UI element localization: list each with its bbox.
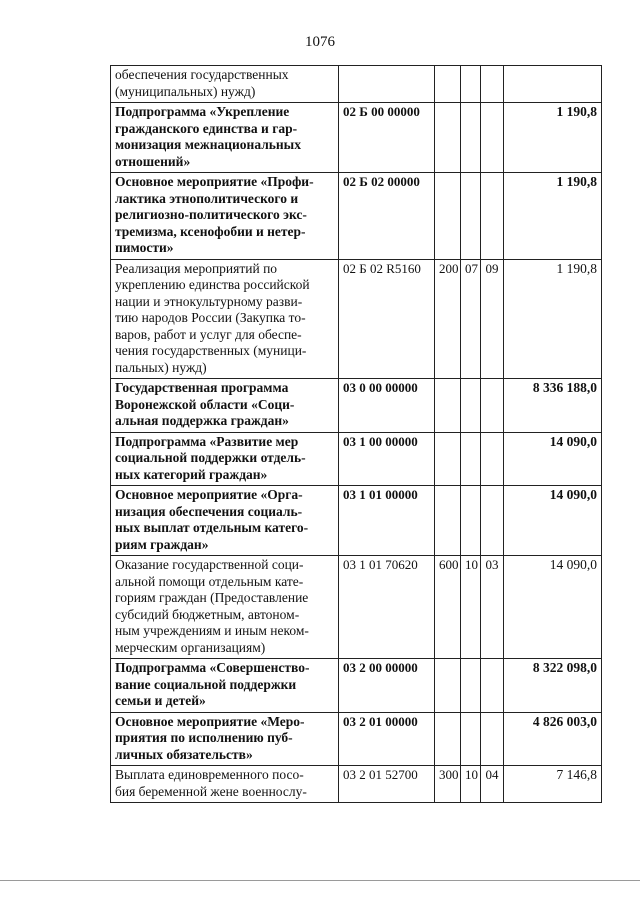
row-name-line: варов, работ и услуг для обеспе- [115, 326, 302, 342]
row-name-cell [111, 66, 339, 103]
row-name-line: Реализация мероприятий по [115, 260, 278, 276]
subsection-cell: 04 [481, 766, 504, 803]
table-row [111, 712, 602, 766]
table-row [111, 66, 602, 103]
table-row [111, 486, 602, 556]
target-article-cell: 02 Б 02 00000 [339, 173, 435, 260]
row-name-cell [111, 556, 339, 659]
table-row [111, 432, 602, 486]
expense-type-cell [435, 432, 461, 486]
row-name-cell [111, 659, 339, 713]
row-name-line: вание социальной поддержки [115, 676, 297, 692]
table-row [111, 379, 602, 433]
amount-cell: 8 336 188,0 [504, 379, 602, 433]
amount-cell: 14 090,0 [504, 486, 602, 556]
row-name-line: Подпрограмма «Укрепление [115, 104, 290, 119]
budget-table [110, 65, 602, 803]
row-name-line: низация обеспечения социаль- [115, 503, 303, 519]
row-name-line: Воронежской области «Соци- [115, 396, 295, 412]
row-name-line: нации и этнокультурному разви- [115, 293, 303, 309]
row-name-line: лактика этнополитического и [115, 190, 299, 206]
row-name-line: гориям граждан (Предоставление [115, 590, 309, 605]
row-name-line: бия беременной жене военнослу- [115, 783, 307, 799]
amount-cell: 14 090,0 [504, 556, 602, 659]
section-cell [461, 432, 481, 486]
amount-cell: 8 322 098,0 [504, 659, 602, 713]
row-name-line: альной помощи отдельным кате- [115, 573, 304, 589]
row-name-cell [111, 712, 339, 766]
section-cell [461, 659, 481, 713]
row-name-line: ных выплат отдельным катего- [115, 520, 309, 535]
section-cell [461, 712, 481, 766]
row-name-line: социальной поддержки отдель- [115, 450, 306, 465]
table-row [111, 259, 602, 379]
target-article-cell: 03 0 00 00000 [339, 379, 435, 433]
row-name-line: гражданского единства и гар- [115, 120, 298, 136]
row-name-line: пимости» [115, 240, 174, 255]
amount-cell: 14 090,0 [504, 432, 602, 486]
row-name-line: Оказание государственной соци- [115, 557, 304, 572]
section-cell [461, 66, 481, 103]
row-name-line: пальных) нужд) [115, 359, 207, 375]
row-name-line: Основное мероприятие «Орга- [115, 487, 303, 502]
table-row [111, 103, 602, 173]
subsection-cell [481, 66, 504, 103]
expense-type-cell [435, 659, 461, 713]
table-row [111, 173, 602, 260]
row-name-cell [111, 486, 339, 556]
subsection-cell [481, 379, 504, 433]
row-name-cell [111, 173, 339, 260]
page-number: 1076 [305, 34, 335, 50]
target-article-cell: 03 2 01 52700 [339, 766, 435, 803]
section-cell [461, 379, 481, 433]
row-name-line: обеспечения государственных [115, 67, 289, 82]
subsection-cell [481, 103, 504, 173]
subsection-cell [481, 712, 504, 766]
expense-type-cell: 600 [435, 556, 461, 659]
row-name-line: чения государственных (муници- [115, 343, 307, 358]
amount-cell: 1 190,8 [504, 173, 602, 260]
amount-cell: 1 190,8 [504, 259, 602, 379]
amount-cell [504, 66, 602, 103]
subsection-cell [481, 486, 504, 556]
section-cell: 10 [461, 556, 481, 659]
row-name-line: личных обязательств» [115, 746, 253, 762]
row-name-line: религиозно-политического экс- [115, 207, 307, 222]
target-article-cell: 03 1 01 70620 [339, 556, 435, 659]
subsection-cell: 09 [481, 259, 504, 379]
expense-type-cell [435, 486, 461, 556]
row-name-line: Подпрограмма «Развитие мер [115, 433, 299, 449]
section-cell [461, 173, 481, 260]
amount-cell: 4 826 003,0 [504, 712, 602, 766]
row-name-line: мерческим организациям) [115, 639, 266, 655]
expense-type-cell: 200 [435, 259, 461, 379]
table-row [111, 766, 602, 803]
row-name-cell [111, 103, 339, 173]
row-name-line: отношений» [115, 153, 191, 169]
row-name-line: альная поддержка граждан» [115, 413, 289, 428]
row-name-line: приятия по исполнению пуб- [115, 730, 293, 745]
expense-type-cell [435, 173, 461, 260]
row-name-line: Основное мероприятие «Меро- [115, 713, 305, 729]
expense-type-cell [435, 103, 461, 173]
row-name-cell [111, 379, 339, 433]
subsection-cell [481, 659, 504, 713]
row-name-line: Подпрограмма «Совершенство- [115, 660, 310, 675]
row-name-line: риям граждан» [115, 536, 209, 552]
row-name-cell [111, 432, 339, 486]
target-article-cell [339, 66, 435, 103]
row-name-line: ных категорий граждан» [115, 466, 268, 482]
table-row [111, 556, 602, 659]
target-article-cell: 02 Б 02 R5160 [339, 259, 435, 379]
row-name-line: Выплата единовременного посо- [115, 767, 304, 782]
amount-cell: 1 190,8 [504, 103, 602, 173]
expense-type-cell [435, 712, 461, 766]
expense-type-cell [435, 379, 461, 433]
budget-table-body [111, 66, 602, 803]
target-article-cell: 03 2 00 00000 [339, 659, 435, 713]
target-article-cell: 03 2 01 00000 [339, 712, 435, 766]
row-name-line: семьи и детей» [115, 693, 206, 708]
row-name-line: Основное мероприятие «Профи- [115, 174, 314, 189]
expense-type-cell: 300 [435, 766, 461, 803]
target-article-cell: 03 1 00 00000 [339, 432, 435, 486]
expense-type-cell [435, 66, 461, 103]
row-name-line: субсидий бюджетным, автоном- [115, 606, 300, 622]
section-cell [461, 486, 481, 556]
section-cell [461, 103, 481, 173]
row-name-line: Государственная программа [115, 380, 289, 395]
target-article-cell: 02 Б 00 00000 [339, 103, 435, 173]
row-name-line: (муниципальных) нужд) [115, 83, 256, 99]
row-name-cell [111, 766, 339, 803]
subsection-cell [481, 173, 504, 260]
row-name-line: ным учреждениям и иным неком- [115, 623, 309, 638]
target-article-cell: 03 1 01 00000 [339, 486, 435, 556]
section-cell: 07 [461, 259, 481, 379]
amount-cell: 7 146,8 [504, 766, 602, 803]
row-name-line: укреплению единства российской [115, 277, 310, 292]
row-name-cell [111, 259, 339, 379]
section-cell: 10 [461, 766, 481, 803]
row-name-line: монизация межнациональных [115, 137, 301, 152]
subsection-cell [481, 432, 504, 486]
row-name-line: тремизма, ксенофобии и нетер- [115, 223, 306, 239]
bottom-rule [0, 880, 640, 881]
row-name-line: тию народов России (Закупка то- [115, 310, 306, 325]
table-row [111, 659, 602, 713]
subsection-cell: 03 [481, 556, 504, 659]
